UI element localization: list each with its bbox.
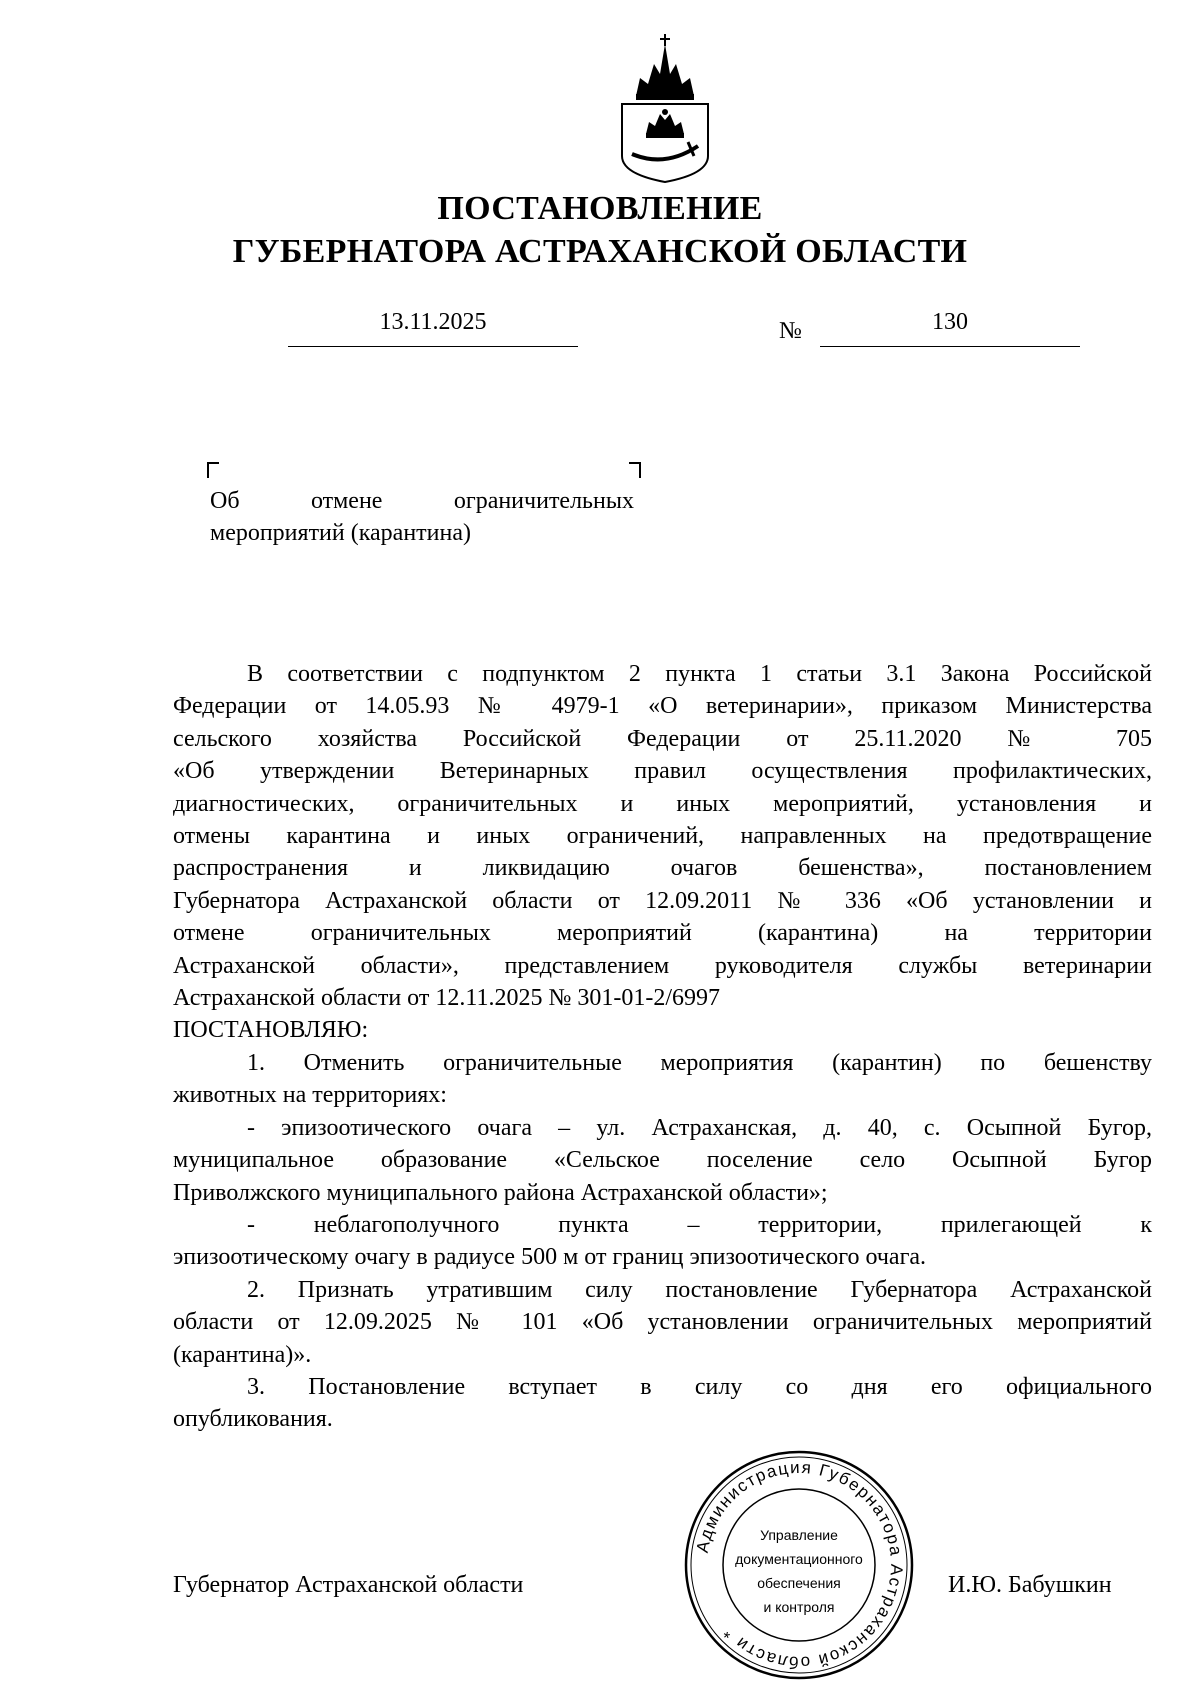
signer-title: Губернатор Астраханской области (173, 1572, 524, 1598)
coat-of-arms-icon (618, 34, 712, 184)
date-underline (288, 346, 578, 347)
item-1b-line: эпизоотическому очагу в радиусе 500 м от границ эпизоотического очага. (173, 1244, 927, 1271)
item-1-line: 1. Отменить ограничительные мероприятия (карантин) по бешенству (247, 1049, 1152, 1076)
document-type-heading: ПОСТАНОВЛЕНИЕ (437, 190, 763, 227)
stamp-ring-text: Администрация Губернатора Астраханской области * (692, 1457, 907, 1673)
item-3-line: 3. Постановление вступает в силу со дня его официального (247, 1373, 1152, 1400)
item-2-line: (карантина)». (173, 1341, 312, 1368)
preamble-line: отмены карантина и иных ограничений, направленных на предотвращение (173, 823, 1152, 850)
preamble-line: «Об утверждении Ветеринарных правил осуществления профилактических, (173, 758, 1152, 785)
subject-corner-left (207, 462, 219, 478)
document-date: 13.11.2025 (379, 309, 487, 335)
item-2-line: области от 12.09.2025 № 101 «Об установлении ограничительных мероприятий (173, 1309, 1152, 1336)
number-underline (820, 346, 1080, 347)
document-number: 130 (932, 309, 968, 335)
signer-name: И.Ю. Бабушкин (948, 1572, 1112, 1598)
preamble-line: В соответствии с подпунктом 2 пункта 1 статьи 3.1 Закона Российской (247, 661, 1152, 687)
preamble-line: сельского хозяйства Российской Федерации от 25.11.2020 № 705 (173, 725, 1152, 752)
stamp-inner-line: Управление (760, 1527, 838, 1543)
stamp-inner-line: и контроля (763, 1599, 835, 1615)
item-1a-line: Приволжского муниципального района Астраханской области»; (173, 1179, 828, 1206)
subject-word: Об (210, 488, 240, 514)
preamble-line: Астраханской области от 12.11.2025 № 301-01-2/6997 (173, 985, 720, 1012)
item-2-line: 2. Признать утратившим силу постановление Губернатора Астраханской (247, 1276, 1152, 1303)
stamp-inner-line: обеспечения (757, 1575, 841, 1591)
preamble-line: отмене ограничительных мероприятий (карантина) на территории (173, 920, 1152, 947)
item-1b-line: - неблагополучного пункта – территории, прилегающей к (247, 1211, 1152, 1238)
subject-line: мероприятий (карантина) (210, 520, 471, 546)
item-1a-line: - эпизоотического очага – ул. Астраханская, д. 40, с. Осыпной Бугор, (247, 1114, 1152, 1141)
subject-word: ограничительных (453, 488, 634, 514)
item-1a-line: муниципальное образование «Сельское поселение село Осыпной Бугор (173, 1147, 1152, 1174)
number-sign: № (779, 318, 802, 344)
item-1-line: животных на территориях: (173, 1082, 447, 1109)
stamp-inner-line: документационного (735, 1551, 863, 1567)
item-3-line: опубликования. (173, 1406, 333, 1433)
subject-word: отмене (310, 488, 383, 514)
preamble-line: распространения и ликвидацию очагов бешенства», постановлением (173, 855, 1152, 882)
issuer-heading: ГУБЕРНАТОРА АСТРАХАНСКОЙ ОБЛАСТИ (232, 233, 968, 270)
preamble-line: Губернатора Астраханской области от 12.09.2011 № 336 «Об установлении и (173, 887, 1152, 914)
document-body (173, 658, 1152, 1436)
stamp-inner-text (730, 1523, 868, 1619)
preamble-line: Астраханской области», представлением руководителя службы ветеринарии (173, 952, 1152, 979)
subject-corner-right (629, 462, 641, 478)
preamble-line: Федерации от 14.05.93 № 4979-1 «О ветеринарии», приказом Министерства (173, 693, 1152, 720)
preamble-line: диагностических, ограничительных и иных мероприятий, установления и (173, 790, 1152, 817)
decree-word: ПОСТАНОВЛЯЮ: (173, 1017, 369, 1044)
document-subject (210, 485, 634, 549)
